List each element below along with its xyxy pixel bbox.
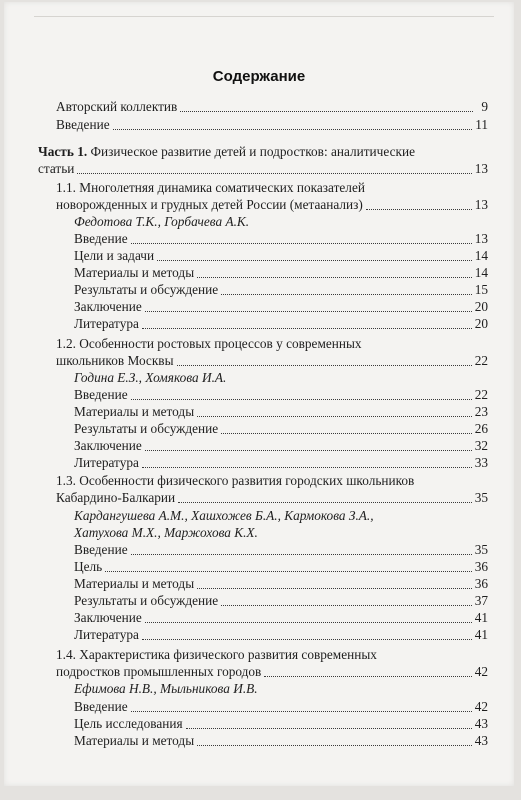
toc-entry-text: Материалы и методы (74, 733, 195, 748)
dot-leader (221, 604, 472, 606)
toc-section-1-4-line: 1.4. Характеристика физического развития современных (56, 647, 377, 662)
toc-entry-part-1 (38, 161, 488, 177)
toc-authors: Хатухова М.Х., Маржохова К.Х. (74, 525, 258, 540)
toc-entry-text: Литература (74, 627, 139, 642)
toc-page-number: 41 (474, 627, 488, 642)
toc-entry-text: Введение (56, 117, 110, 132)
dot-leader (142, 466, 472, 468)
toc-entry-text: Заключение (74, 299, 142, 314)
toc-page-number: 42 (474, 699, 488, 714)
toc-subentry (74, 576, 488, 592)
dot-leader (145, 310, 472, 312)
toc-entry-text: Кабардино-Балкарии (56, 490, 176, 505)
dot-leader (77, 172, 471, 174)
dot-leader (180, 110, 473, 112)
toc-entry-text: Заключение (74, 610, 142, 625)
toc-entry-section-1-1 (56, 197, 488, 213)
toc-entry-section-1-3 (56, 490, 488, 506)
toc-entry-text: Результаты и обсуждение (74, 593, 219, 608)
toc-page-number: 26 (474, 421, 488, 436)
dot-leader (177, 364, 472, 366)
toc-entry-text: подростков промышленных городов (56, 664, 262, 679)
toc-entry-text: Авторский коллектив (56, 99, 178, 114)
dot-leader (131, 242, 472, 244)
dot-leader (178, 501, 472, 503)
dot-leader (131, 398, 472, 400)
dot-leader (221, 293, 472, 295)
toc-page-number: 14 (474, 248, 488, 263)
dot-leader (264, 675, 471, 677)
toc-page-number: 41 (474, 610, 488, 625)
toc-subentry (74, 438, 488, 454)
toc-page-number: 9 (481, 99, 488, 114)
toc-section-1-1-line: 1.1. Многолетняя динамика соматических показателей (56, 180, 365, 195)
toc-entry-text: Материалы и методы (74, 265, 195, 280)
dot-leader (186, 727, 472, 729)
toc-page-number: 33 (474, 455, 488, 470)
dot-leader (197, 744, 472, 746)
toc-page-number: 14 (474, 265, 488, 280)
dot-leader (197, 415, 472, 417)
toc-section-1-3-line: 1.3. Особенности физического развития городских школьников (56, 473, 415, 488)
toc-subentry (74, 627, 488, 643)
toc-subentry (74, 387, 488, 403)
dot-leader (366, 208, 472, 210)
toc-entry-text: Материалы и методы (74, 404, 195, 419)
toc-subentry (74, 282, 488, 298)
toc-page-number: 35 (474, 542, 488, 557)
toc-authors: Кардангушева А.М., Хашхожев Б.А., Кармокова З.А., (74, 508, 374, 523)
toc-page-number: 11 (475, 117, 488, 132)
toc-subentry (74, 593, 488, 609)
toc-entry-authors-team (56, 99, 488, 115)
dot-leader (142, 327, 472, 329)
toc-authors: Година Е.З., Хомякова И.А. (74, 370, 227, 385)
toc-entry-text: Результаты и обсуждение (74, 421, 219, 436)
dot-leader (131, 710, 472, 712)
part-title-line: Физическое развитие детей и подростков: аналитические (90, 144, 415, 159)
toc-page-number: 43 (474, 733, 488, 748)
dot-leader (105, 570, 471, 572)
toc-page-number: 13 (474, 231, 488, 246)
toc-subentry (74, 231, 488, 247)
toc-entry-text: Заключение (74, 438, 142, 453)
toc-subentry (74, 404, 488, 420)
dot-leader (197, 587, 472, 589)
toc-entry-text: Литература (74, 455, 139, 470)
toc-page-number: 36 (474, 559, 488, 574)
toc-page-number: 15 (474, 282, 488, 297)
toc-entry-text: статьи (38, 161, 75, 176)
toc-subentry (74, 455, 488, 471)
toc-subentry (74, 316, 488, 332)
toc-entry-text: Результаты и обсуждение (74, 282, 219, 297)
toc-authors: Федотова Т.К., Горбачева А.К. (74, 214, 250, 229)
toc-page-number: 32 (474, 438, 488, 453)
toc-entry-text: школьников Москвы (56, 353, 174, 368)
toc-page-number: 42 (474, 664, 488, 679)
dot-leader (221, 432, 472, 434)
dot-leader (142, 638, 472, 640)
toc-entry-text: Материалы и методы (74, 576, 195, 591)
table-of-contents (4, 2, 514, 786)
toc-entry-section-1-2 (56, 353, 488, 369)
toc-page-number: 37 (474, 593, 488, 608)
toc-subentry (74, 733, 488, 749)
toc-subentry (74, 421, 488, 437)
toc-entry-text: Введение (74, 231, 128, 246)
toc-page-number: 36 (474, 576, 488, 591)
toc-entry-text: Введение (74, 387, 128, 402)
dot-leader (145, 621, 472, 623)
part-number: Часть 1. (38, 144, 88, 159)
toc-page-number: 43 (474, 716, 488, 731)
dot-leader (157, 259, 472, 261)
toc-page-number: 13 (474, 197, 488, 212)
toc-authors: Ефимова Н.В., Мыльникова И.В. (74, 681, 258, 696)
toc-part-1-heading (38, 144, 415, 160)
toc-entry-text: Цели и задачи (74, 248, 155, 263)
book-page (4, 2, 514, 786)
toc-page-number: 20 (474, 316, 488, 331)
toc-entry-text: Цель (74, 559, 103, 574)
toc-entry-introduction (56, 117, 488, 133)
toc-entry-text: Литература (74, 316, 139, 331)
toc-subentry (74, 559, 488, 575)
dot-leader (131, 553, 472, 555)
dot-leader (197, 276, 472, 278)
page-title: Содержание (212, 68, 306, 85)
toc-entry-text: новорожденных и грудных детей России (метаанализ) (56, 197, 363, 212)
toc-subentry (74, 699, 488, 715)
toc-page-number: 35 (474, 490, 488, 505)
toc-entry-text: Введение (74, 542, 128, 557)
toc-subentry (74, 542, 488, 558)
dot-leader (145, 449, 472, 451)
toc-subentry (74, 299, 488, 315)
toc-subentry (74, 265, 488, 281)
toc-page-number: 23 (474, 404, 488, 419)
toc-page-number: 20 (474, 299, 488, 314)
toc-subentry (74, 248, 488, 264)
toc-section-1-2-line: 1.2. Особенности ростовых процессов у современных (56, 336, 362, 351)
toc-page-number: 13 (474, 161, 488, 176)
toc-page-number: 22 (474, 387, 488, 402)
toc-entry-text: Цель исследования (74, 716, 183, 731)
toc-page-number: 22 (474, 353, 488, 368)
toc-subentry (74, 716, 488, 732)
dot-leader (113, 128, 473, 130)
toc-entry-text: Введение (74, 699, 128, 714)
toc-subentry (74, 610, 488, 626)
toc-entry-section-1-4 (56, 664, 488, 680)
